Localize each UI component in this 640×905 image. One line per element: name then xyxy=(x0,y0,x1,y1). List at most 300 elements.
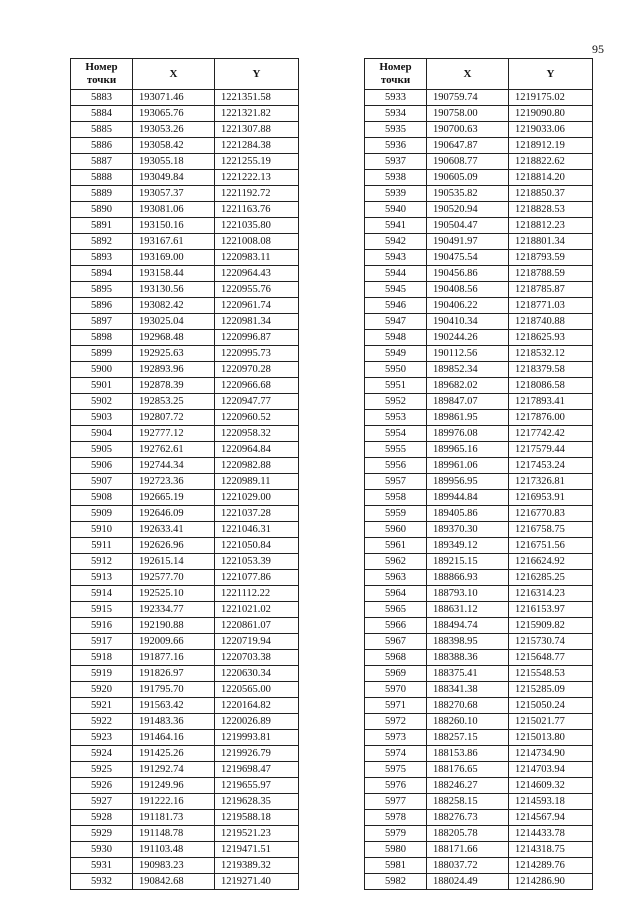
point-number-cell: 5951 xyxy=(365,378,427,394)
table-row xyxy=(71,314,299,330)
table-row xyxy=(71,346,299,362)
table-row xyxy=(71,698,299,714)
x-coordinate-cell: 190244.26 xyxy=(427,330,509,346)
x-coordinate-cell: 189965.16 xyxy=(427,442,509,458)
x-coordinate-cell: 189349.12 xyxy=(427,538,509,554)
y-coordinate-cell: 1217326.81 xyxy=(509,474,593,490)
point-number-cell: 5968 xyxy=(365,650,427,666)
y-coordinate-cell: 1221035.80 xyxy=(215,218,299,234)
point-number-cell: 5981 xyxy=(365,858,427,874)
x-coordinate-cell: 191148.78 xyxy=(133,826,215,842)
point-number-cell: 5922 xyxy=(71,714,133,730)
y-coordinate-cell: 1219588.18 xyxy=(215,810,299,826)
point-number-cell: 5912 xyxy=(71,554,133,570)
table-row xyxy=(71,826,299,842)
y-coordinate-cell: 1221021.02 xyxy=(215,602,299,618)
point-number-cell: 5941 xyxy=(365,218,427,234)
table-row xyxy=(365,762,593,778)
table-row xyxy=(365,666,593,682)
y-coordinate-cell: 1214593.18 xyxy=(509,794,593,810)
table-row xyxy=(71,730,299,746)
x-coordinate-cell: 189956.95 xyxy=(427,474,509,490)
table-row xyxy=(71,714,299,730)
table-row xyxy=(365,826,593,842)
x-coordinate-cell: 193055.18 xyxy=(133,154,215,170)
point-number-cell: 5908 xyxy=(71,490,133,506)
y-coordinate-cell: 1220947.77 xyxy=(215,394,299,410)
table-row xyxy=(71,298,299,314)
table-row xyxy=(365,650,593,666)
x-coordinate-cell: 193130.56 xyxy=(133,282,215,298)
x-coordinate-cell: 192665.19 xyxy=(133,490,215,506)
table-row xyxy=(71,202,299,218)
y-coordinate-cell: 1214289.76 xyxy=(509,858,593,874)
x-coordinate-cell: 192633.41 xyxy=(133,522,215,538)
y-coordinate-cell: 1219926.79 xyxy=(215,746,299,762)
table-body xyxy=(365,90,593,890)
table-row xyxy=(71,218,299,234)
y-coordinate-cell: 1219175.02 xyxy=(509,90,593,106)
x-coordinate-cell: 192925.63 xyxy=(133,346,215,362)
x-coordinate-cell: 191795.70 xyxy=(133,682,215,698)
x-coordinate-cell: 188341.38 xyxy=(427,682,509,698)
y-coordinate-cell: 1221307.88 xyxy=(215,122,299,138)
point-number-cell: 5890 xyxy=(71,202,133,218)
table-row xyxy=(365,394,593,410)
y-coordinate-cell: 1216285.25 xyxy=(509,570,593,586)
x-coordinate-cell: 190475.54 xyxy=(427,250,509,266)
point-number-cell: 5973 xyxy=(365,730,427,746)
y-coordinate-cell: 1220964.43 xyxy=(215,266,299,282)
x-coordinate-cell: 193169.00 xyxy=(133,250,215,266)
table-row xyxy=(71,90,299,106)
y-coordinate-cell: 1220861.07 xyxy=(215,618,299,634)
y-coordinate-cell: 1220565.00 xyxy=(215,682,299,698)
point-number-cell: 5970 xyxy=(365,682,427,698)
y-coordinate-cell: 1216770.83 xyxy=(509,506,593,522)
point-number-cell: 5898 xyxy=(71,330,133,346)
x-coordinate-cell: 193049.84 xyxy=(133,170,215,186)
y-coordinate-cell: 1218828.53 xyxy=(509,202,593,218)
x-coordinate-cell: 190456.86 xyxy=(427,266,509,282)
point-number-cell: 5910 xyxy=(71,522,133,538)
point-number-cell: 5889 xyxy=(71,186,133,202)
point-number-cell: 5897 xyxy=(71,314,133,330)
point-number-cell: 5980 xyxy=(365,842,427,858)
table-row xyxy=(71,266,299,282)
point-header-line1: Номер xyxy=(85,61,118,73)
x-coordinate-cell: 193065.76 xyxy=(133,106,215,122)
x-coordinate-cell: 189682.02 xyxy=(427,378,509,394)
table-row xyxy=(365,90,593,106)
y-coordinate-cell: 1216624.92 xyxy=(509,554,593,570)
table-row xyxy=(365,778,593,794)
y-coordinate-cell: 1220164.82 xyxy=(215,698,299,714)
table-row xyxy=(71,554,299,570)
point-number-cell: 5977 xyxy=(365,794,427,810)
x-coordinate-cell: 192009.66 xyxy=(133,634,215,650)
table-row xyxy=(365,266,593,282)
point-number-cell: 5884 xyxy=(71,106,133,122)
y-coordinate-cell: 1218912.19 xyxy=(509,138,593,154)
point-number-cell: 5926 xyxy=(71,778,133,794)
table-row xyxy=(71,122,299,138)
table-row xyxy=(71,778,299,794)
table-row xyxy=(365,570,593,586)
y-coordinate-cell: 1218771.03 xyxy=(509,298,593,314)
x-coordinate-cell: 193025.04 xyxy=(133,314,215,330)
point-number-cell: 5883 xyxy=(71,90,133,106)
table-row xyxy=(71,186,299,202)
y-coordinate-cell: 1221008.08 xyxy=(215,234,299,250)
x-coordinate-cell: 190410.34 xyxy=(427,314,509,330)
table-row xyxy=(71,362,299,378)
table-row xyxy=(365,458,593,474)
point-number-cell: 5976 xyxy=(365,778,427,794)
y-coordinate-cell: 1216153.97 xyxy=(509,602,593,618)
y-coordinate-cell: 1220961.74 xyxy=(215,298,299,314)
table-row xyxy=(71,538,299,554)
point-number-cell: 5956 xyxy=(365,458,427,474)
x-coordinate-cell: 190758.00 xyxy=(427,106,509,122)
point-number-cell: 5909 xyxy=(71,506,133,522)
y-coordinate-cell: 1218812.23 xyxy=(509,218,593,234)
x-coordinate-cell: 188171.66 xyxy=(427,842,509,858)
point-number-cell: 5906 xyxy=(71,458,133,474)
table-row xyxy=(365,362,593,378)
point-header-line1: Номер xyxy=(379,61,412,73)
point-number-cell: 5971 xyxy=(365,698,427,714)
x-coordinate-cell: 191249.96 xyxy=(133,778,215,794)
x-coordinate-cell: 191877.16 xyxy=(133,650,215,666)
table-row xyxy=(71,618,299,634)
x-coordinate-cell: 191292.74 xyxy=(133,762,215,778)
page-number: 95 xyxy=(592,42,604,56)
point-number-cell: 5907 xyxy=(71,474,133,490)
point-number-cell: 5913 xyxy=(71,570,133,586)
x-coordinate-cell: 188260.10 xyxy=(427,714,509,730)
table-row xyxy=(365,506,593,522)
y-coordinate-cell: 1221046.31 xyxy=(215,522,299,538)
y-coordinate-cell: 1214734.90 xyxy=(509,746,593,762)
coordinates-table-left xyxy=(70,58,299,890)
y-coordinate-cell: 1221037.28 xyxy=(215,506,299,522)
y-coordinate-cell: 1217876.00 xyxy=(509,410,593,426)
table-row xyxy=(365,714,593,730)
x-coordinate-cell: 190112.56 xyxy=(427,346,509,362)
point-number-cell: 5978 xyxy=(365,810,427,826)
x-coordinate-cell: 188270.68 xyxy=(427,698,509,714)
x-coordinate-cell: 189852.34 xyxy=(427,362,509,378)
x-coordinate-cell: 190520.94 xyxy=(427,202,509,218)
x-coordinate-cell: 190608.77 xyxy=(427,154,509,170)
point-number-cell: 5892 xyxy=(71,234,133,250)
x-coordinate-cell: 190759.74 xyxy=(427,90,509,106)
point-number-cell: 5918 xyxy=(71,650,133,666)
point-number-cell: 5954 xyxy=(365,426,427,442)
point-number-cell: 5931 xyxy=(71,858,133,874)
table-row xyxy=(365,186,593,202)
point-number-cell: 5943 xyxy=(365,250,427,266)
point-header-line2: точки xyxy=(380,74,411,86)
x-coordinate-cell: 189861.95 xyxy=(427,410,509,426)
table-row xyxy=(71,170,299,186)
x-coordinate-cell: 188037.72 xyxy=(427,858,509,874)
x-coordinate-cell: 189405.86 xyxy=(427,506,509,522)
y-coordinate-cell: 1220966.68 xyxy=(215,378,299,394)
table-row xyxy=(365,618,593,634)
x-coordinate-cell: 188398.95 xyxy=(427,634,509,650)
x-coordinate-cell: 188205.78 xyxy=(427,826,509,842)
x-coordinate-cell: 191483.36 xyxy=(133,714,215,730)
table-row xyxy=(71,154,299,170)
y-coordinate-cell: 1216758.75 xyxy=(509,522,593,538)
y-coordinate-cell: 1218785.87 xyxy=(509,282,593,298)
table-row xyxy=(365,538,593,554)
y-coordinate-cell: 1220970.28 xyxy=(215,362,299,378)
point-number-cell: 5920 xyxy=(71,682,133,698)
point-number-cell: 5921 xyxy=(71,698,133,714)
y-coordinate-cell: 1217742.42 xyxy=(509,426,593,442)
x-coordinate-cell: 190605.09 xyxy=(427,170,509,186)
table-row xyxy=(365,698,593,714)
table-row xyxy=(365,218,593,234)
x-coordinate-cell: 193057.37 xyxy=(133,186,215,202)
y-coordinate-cell: 1220981.34 xyxy=(215,314,299,330)
y-coordinate-cell: 1220995.73 xyxy=(215,346,299,362)
table-row xyxy=(365,730,593,746)
table-row xyxy=(365,410,593,426)
x-coordinate-cell: 188258.15 xyxy=(427,794,509,810)
y-coordinate-cell: 1220989.11 xyxy=(215,474,299,490)
table-row xyxy=(71,458,299,474)
point-number-cell: 5915 xyxy=(71,602,133,618)
x-coordinate-cell: 192615.14 xyxy=(133,554,215,570)
x-coordinate-cell: 192968.48 xyxy=(133,330,215,346)
point-number-cell: 5932 xyxy=(71,874,133,890)
point-number-cell: 5929 xyxy=(71,826,133,842)
y-coordinate-cell: 1215909.82 xyxy=(509,618,593,634)
x-coordinate-cell: 190491.97 xyxy=(427,234,509,250)
x-coordinate-cell: 192878.39 xyxy=(133,378,215,394)
table-row xyxy=(365,474,593,490)
x-coordinate-cell: 193167.61 xyxy=(133,234,215,250)
x-coordinate-cell: 188388.36 xyxy=(427,650,509,666)
y-coordinate-cell: 1218788.59 xyxy=(509,266,593,282)
y-coordinate-cell: 1218801.34 xyxy=(509,234,593,250)
table-row xyxy=(71,874,299,890)
y-coordinate-cell: 1219090.80 xyxy=(509,106,593,122)
x-coordinate-cell: 193081.06 xyxy=(133,202,215,218)
table-row xyxy=(365,378,593,394)
table-row xyxy=(71,282,299,298)
x-coordinate-cell: 188494.74 xyxy=(427,618,509,634)
point-number-cell: 5894 xyxy=(71,266,133,282)
y-coordinate-cell: 1218086.58 xyxy=(509,378,593,394)
y-coordinate-cell: 1220955.76 xyxy=(215,282,299,298)
x-coordinate-cell: 189370.30 xyxy=(427,522,509,538)
y-coordinate-cell: 1217453.24 xyxy=(509,458,593,474)
point-number-cell: 5967 xyxy=(365,634,427,650)
y-coordinate-cell: 1215013.80 xyxy=(509,730,593,746)
table-row xyxy=(365,298,593,314)
point-number-cell: 5887 xyxy=(71,154,133,170)
point-number-cell: 5982 xyxy=(365,874,427,890)
point-header-line2: точки xyxy=(86,74,117,86)
table-row xyxy=(365,170,593,186)
table-row xyxy=(71,442,299,458)
y-coordinate-cell: 1218822.62 xyxy=(509,154,593,170)
x-coordinate-cell: 192853.25 xyxy=(133,394,215,410)
point-number-cell: 5927 xyxy=(71,794,133,810)
table-row xyxy=(365,234,593,250)
table-row xyxy=(365,122,593,138)
x-coordinate-cell: 191425.26 xyxy=(133,746,215,762)
x-coordinate-cell: 188631.12 xyxy=(427,602,509,618)
y-coordinate-cell: 1220960.52 xyxy=(215,410,299,426)
y-coordinate-cell: 1221321.82 xyxy=(215,106,299,122)
y-coordinate-cell: 1221077.86 xyxy=(215,570,299,586)
y-coordinate-cell: 1220958.32 xyxy=(215,426,299,442)
point-number-cell: 5969 xyxy=(365,666,427,682)
y-coordinate-cell: 1217893.41 xyxy=(509,394,593,410)
y-coordinate-cell: 1220719.94 xyxy=(215,634,299,650)
table-row xyxy=(71,506,299,522)
y-coordinate-cell: 1214703.94 xyxy=(509,762,593,778)
point-number-cell: 5936 xyxy=(365,138,427,154)
point-number-cell: 5942 xyxy=(365,234,427,250)
point-number-cell: 5923 xyxy=(71,730,133,746)
point-number-cell: 5975 xyxy=(365,762,427,778)
table-row xyxy=(365,746,593,762)
y-coordinate-cell: 1221050.84 xyxy=(215,538,299,554)
x-coordinate-cell: 192744.34 xyxy=(133,458,215,474)
x-coordinate-cell: 190700.63 xyxy=(427,122,509,138)
x-coordinate-cell: 193082.42 xyxy=(133,298,215,314)
point-number-cell: 5925 xyxy=(71,762,133,778)
y-coordinate-cell: 1215648.77 xyxy=(509,650,593,666)
point-number-cell: 5960 xyxy=(365,522,427,538)
y-coordinate-cell: 1221284.38 xyxy=(215,138,299,154)
point-number-cell: 5891 xyxy=(71,218,133,234)
x-coordinate-cell: 191181.73 xyxy=(133,810,215,826)
table-row xyxy=(365,314,593,330)
table-row xyxy=(71,570,299,586)
y-coordinate-cell: 1216953.91 xyxy=(509,490,593,506)
y-coordinate-cell: 1220964.84 xyxy=(215,442,299,458)
point-number-cell: 5972 xyxy=(365,714,427,730)
point-number-cell: 5903 xyxy=(71,410,133,426)
y-coordinate-cell: 1220982.88 xyxy=(215,458,299,474)
point-number-cell: 5928 xyxy=(71,810,133,826)
y-coordinate-cell: 1216751.56 xyxy=(509,538,593,554)
table-row xyxy=(365,858,593,874)
coordinates-table-right xyxy=(364,58,593,890)
table-row xyxy=(365,810,593,826)
x-coordinate-cell: 192626.96 xyxy=(133,538,215,554)
table-row xyxy=(365,794,593,810)
point-number-cell: 5888 xyxy=(71,170,133,186)
x-coordinate-cell: 188257.15 xyxy=(427,730,509,746)
table-body xyxy=(71,90,299,890)
x-coordinate-cell: 190842.68 xyxy=(133,874,215,890)
table-row xyxy=(365,586,593,602)
table-row xyxy=(71,522,299,538)
x-coordinate-cell: 191464.16 xyxy=(133,730,215,746)
y-coordinate-cell: 1215021.77 xyxy=(509,714,593,730)
point-number-cell: 5945 xyxy=(365,282,427,298)
point-number-cell: 5946 xyxy=(365,298,427,314)
table-row xyxy=(365,602,593,618)
y-coordinate-cell: 1214609.32 xyxy=(509,778,593,794)
table-row xyxy=(71,106,299,122)
y-coordinate-cell: 1215730.74 xyxy=(509,634,593,650)
point-number-cell: 5911 xyxy=(71,538,133,554)
x-coordinate-cell: 190983.23 xyxy=(133,858,215,874)
x-coordinate-cell: 189847.07 xyxy=(427,394,509,410)
point-number-cell: 5963 xyxy=(365,570,427,586)
y-coordinate-cell: 1217579.44 xyxy=(509,442,593,458)
x-coordinate-cell: 189944.84 xyxy=(427,490,509,506)
y-coordinate-cell: 1218740.88 xyxy=(509,314,593,330)
y-coordinate-cell: 1220630.34 xyxy=(215,666,299,682)
table-header-row xyxy=(71,59,299,90)
point-number-cell: 5939 xyxy=(365,186,427,202)
point-number-cell: 5933 xyxy=(365,90,427,106)
x-coordinate-cell: 192577.70 xyxy=(133,570,215,586)
table-row xyxy=(71,794,299,810)
x-coordinate-cell: 193158.44 xyxy=(133,266,215,282)
y-coordinate-cell: 1221222.13 xyxy=(215,170,299,186)
x-coordinate-cell: 188176.65 xyxy=(427,762,509,778)
x-coordinate-cell: 191826.97 xyxy=(133,666,215,682)
table-header-row xyxy=(365,59,593,90)
table-row xyxy=(71,330,299,346)
x-coordinate-cell: 191103.48 xyxy=(133,842,215,858)
point-number-cell: 5935 xyxy=(365,122,427,138)
table-row xyxy=(71,762,299,778)
x-coordinate-cell: 188276.73 xyxy=(427,810,509,826)
point-number-cell: 5904 xyxy=(71,426,133,442)
table-row xyxy=(365,250,593,266)
table-row xyxy=(365,138,593,154)
table-row xyxy=(71,250,299,266)
y-coordinate-cell: 1219628.35 xyxy=(215,794,299,810)
x-coordinate-cell: 192807.72 xyxy=(133,410,215,426)
point-number-cell: 5965 xyxy=(365,602,427,618)
point-number-cell: 5899 xyxy=(71,346,133,362)
table-row xyxy=(365,154,593,170)
x-coordinate-cell: 192525.10 xyxy=(133,586,215,602)
point-number-cell: 5955 xyxy=(365,442,427,458)
point-number-cell: 5902 xyxy=(71,394,133,410)
point-number-header xyxy=(71,59,133,90)
point-number-cell: 5905 xyxy=(71,442,133,458)
point-number-cell: 5947 xyxy=(365,314,427,330)
table-row xyxy=(71,650,299,666)
table-row xyxy=(365,202,593,218)
y-coordinate-cell: 1215548.53 xyxy=(509,666,593,682)
point-number-cell: 5958 xyxy=(365,490,427,506)
table-row xyxy=(71,138,299,154)
table-row xyxy=(365,330,593,346)
x-coordinate-cell: 188246.27 xyxy=(427,778,509,794)
y-coordinate-cell: 1219521.23 xyxy=(215,826,299,842)
point-number-cell: 5885 xyxy=(71,122,133,138)
point-number-cell: 5930 xyxy=(71,842,133,858)
table-row xyxy=(71,586,299,602)
x-coordinate-cell: 189215.15 xyxy=(427,554,509,570)
